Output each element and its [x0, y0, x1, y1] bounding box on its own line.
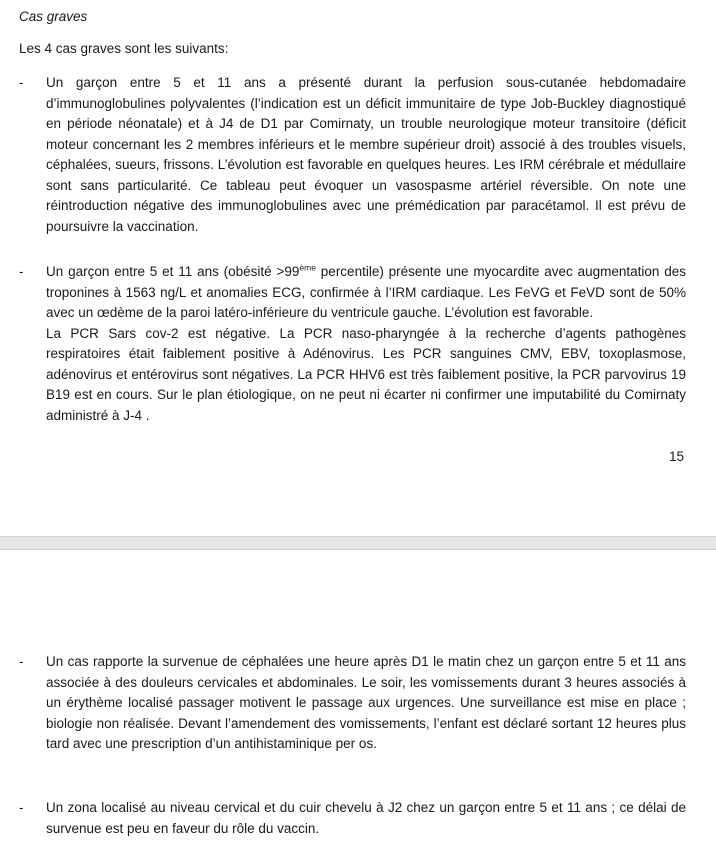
case-text — [46, 262, 686, 426]
bullet-dash: - — [19, 264, 24, 279]
bullet-dash: - — [19, 75, 24, 90]
case-paragraph-2: La PCR Sars cov-2 est négative. La PCR naso-pharyngée à la recherche d’agents pathogènes respiratoires était faiblement positive à Adénovirus. Les PCR sanguines CMV, EBV, toxoplasmose, adénovirus et entérovirus sont négatives. La PCR HHV6 est très faiblement positive, la PCR parvovirus 19 B19 est en cours. Sur le plan étiologique, on ne peut ni écarter ni confirmer une imputabilité du Comirnaty administré à J-4 . — [46, 325, 686, 423]
case-paragraph: Un cas rapporte la survenue de céphalées une heure après D1 le matin chez un garçon entre 5 et 11 ans associée à des douleurs cervicales et abdominales. Le soir, les vomissements durant 3 heures associés à un érythème localisé passager motivent le passage aux urgences. Une surveillance est mise en place ; biologie non réalisée. Devant l’amendement des vomissements, l’enfant est déclaré sortant 12 heures plus tard avec une prescription d’un antihistaminique per os. — [46, 654, 686, 751]
case-paragraph — [46, 262, 686, 324]
bullet-dash: - — [19, 800, 24, 815]
page-separator — [0, 536, 716, 550]
case-paragraph: Un garçon entre 5 et 11 ans a présenté durant la perfusion sous-cutanée hebdomadaire d’immunoglobulines polyvalentes (l’indication est un déficit immunitaire de type Job-Buckley diagnostiqué en période néonatale) et à J4 de D1 par Comirnaty, un trouble neurologique moteur transitoire (déficit moteur concernant les 2 membres inférieurs et le membre supérieur droit) associé à des troubles visuels, céphalées, sueurs, frissons. L’évolution est favorable en quelques heures. Les IRM cérébrale et médullaire sont sans particularité. Ce tableau peut évoquer un vasospasme artériel réversible. On note une réintroduction négative des immunoglobulines avec une prémédication par paracétamol. Il est prévu de poursuivre la vaccination. — [46, 75, 686, 234]
intro-sentence: Les 4 cas graves sont les suivants: — [19, 41, 229, 56]
case-paragraph: Un zona localisé au niveau cervical et du cuir chevelu à J2 chez un garçon entre 5 et 11 ans ; ce délai de survenue est peu en faveur du rôle du vaccin. — [46, 800, 686, 836]
document-page-2 — [0, 550, 716, 854]
section-heading: Cas graves — [19, 9, 88, 24]
case-text — [46, 73, 686, 237]
superscript: ème — [299, 262, 316, 273]
bullet-dash: - — [19, 654, 24, 669]
text-segment: percentile) présente une myocardite avec augmentation des troponines à 1563 ng/L et anomalies ECG, confirmée à l’IRM cardiaque. Les FeVG et FeVD sont de 50% avec un œdème de la paroi latéro-inférieure du ventricule gauche. L’évolution est favorable. — [46, 264, 686, 320]
page-number: 15 — [668, 449, 684, 464]
text-segment: Un garçon entre 5 et 11 ans (obésité >99 — [46, 264, 300, 279]
case-text — [46, 798, 686, 839]
case-text — [46, 652, 686, 755]
